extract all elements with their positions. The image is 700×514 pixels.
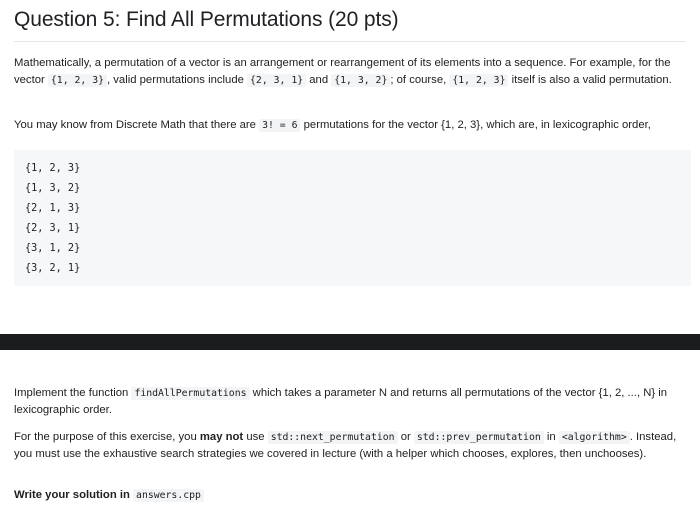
rules-text-3: or bbox=[397, 431, 414, 443]
task-code-function: findAllPermutations bbox=[131, 387, 249, 400]
permutation-line: {1, 2, 3} bbox=[25, 163, 81, 174]
permutation-line: {2, 3, 1} bbox=[25, 223, 81, 234]
permutations-code-block bbox=[14, 150, 691, 286]
rules-code-algorithm-header: <algorithm> bbox=[559, 431, 630, 444]
count-text-2: permutations for the vector {1, 2, 3}, which are, in lexicographic order, bbox=[300, 119, 651, 131]
count-text-1: You may know from Discrete Math that there are bbox=[14, 119, 260, 131]
submit-text: Write your solution in bbox=[14, 489, 134, 501]
task-paragraph bbox=[14, 385, 690, 419]
intro-paragraph bbox=[14, 55, 690, 89]
section-divider-bar bbox=[0, 334, 700, 350]
rules-paragraph bbox=[14, 429, 690, 463]
intro-text-1: Mathematically, a permutation of a vector is an arrangement or rearrangement of its elements into a sequence. For example, for the vector bbox=[14, 57, 671, 86]
rules-text-2: use bbox=[243, 431, 268, 443]
question-heading: Question 5: Find All Permutations (20 pts) bbox=[14, 8, 399, 31]
intro-text-2: , valid permutations include bbox=[107, 74, 248, 86]
intro-code-perm-a: {2, 3, 1} bbox=[247, 74, 306, 87]
task-text-1: Implement the function bbox=[14, 387, 132, 399]
intro-text-5: itself is also a valid permutation. bbox=[508, 74, 672, 86]
rules-text-1: For the purpose of this exercise, you bbox=[14, 431, 200, 443]
rules-text-4: in bbox=[543, 431, 559, 443]
task-text-2: which takes a parameter N and returns all permutations of the vector {1, 2, ..., N} in lexicographic order. bbox=[14, 387, 668, 416]
count-paragraph bbox=[14, 117, 690, 134]
heading-divider bbox=[14, 41, 686, 42]
count-code-factorial: 3! = 6 bbox=[259, 119, 300, 132]
intro-text-4: ; of course, bbox=[390, 74, 450, 86]
rules-code-next-permutation: std::next_permutation bbox=[268, 431, 398, 444]
intro-code-vector: {1, 2, 3} bbox=[48, 74, 107, 87]
rules-code-prev-permutation: std::prev_permutation bbox=[414, 431, 544, 444]
rules-emphasis: may not bbox=[199, 431, 244, 443]
submit-paragraph bbox=[14, 487, 690, 504]
permutation-line: {2, 1, 3} bbox=[25, 203, 81, 214]
intro-code-perm-b: {1, 3, 2} bbox=[331, 74, 390, 87]
submit-code-filename: answers.cpp bbox=[133, 489, 204, 502]
permutation-line: {3, 2, 1} bbox=[25, 263, 81, 274]
intro-text-3: and bbox=[306, 74, 332, 86]
permutation-line: {1, 3, 2} bbox=[25, 183, 81, 194]
intro-code-identity: {1, 2, 3} bbox=[449, 74, 508, 87]
rules-text-5: . Instead, you must use the exhaustive search strategies we covered in lecture (with a helper which chooses, explores, then unchooses). bbox=[14, 431, 677, 460]
permutation-line: {3, 1, 2} bbox=[25, 243, 81, 254]
permutations-list bbox=[25, 159, 80, 279]
